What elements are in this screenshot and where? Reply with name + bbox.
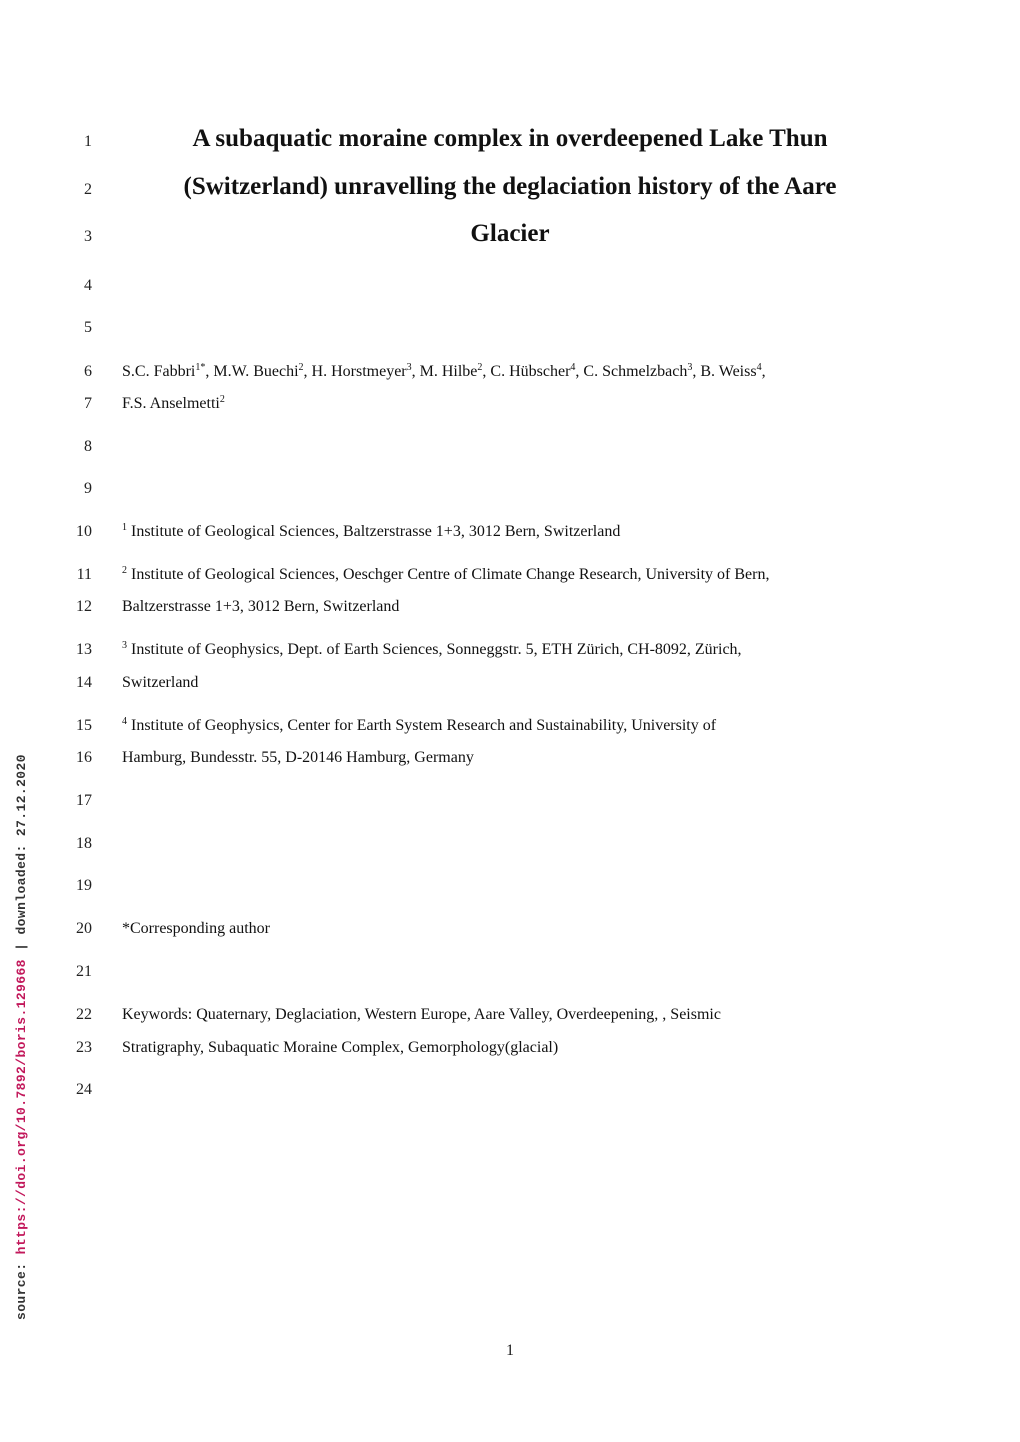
author-separator: ,: [761, 363, 766, 380]
line-number: 23: [76, 1039, 92, 1056]
author-affiliation-marker: 2: [298, 362, 304, 373]
line-number: 4: [84, 277, 92, 294]
author-name: H. Horstmeyer: [311, 363, 407, 380]
affiliation-marker: 2: [122, 565, 127, 576]
author-affiliation-marker: 3: [687, 362, 693, 373]
affiliation-text: Institute of Geophysics, Center for Earth System Research and Sustainability, University of: [131, 717, 717, 734]
paper-title-line-1: A subaquatic moraine complex in overdeepened Lake Thun: [192, 125, 828, 152]
author-affiliation-marker: 2: [219, 394, 225, 405]
author-name: S.C. Fabbri: [122, 363, 196, 380]
author-name: C. Schmelzbach: [583, 363, 688, 380]
author-separator: ,: [205, 363, 214, 380]
author-separator: ,: [575, 363, 584, 380]
author-affiliation-marker: 4: [756, 362, 762, 373]
line-number: 16: [76, 749, 92, 766]
affiliation-marker: 4: [122, 716, 127, 727]
author-name: F.S. Anselmetti: [122, 395, 220, 412]
source-watermark: [14, 754, 29, 1320]
author-separator: ,: [411, 363, 420, 380]
line-number: 14: [76, 674, 92, 691]
keywords-continued: Stratigraphy, Subaquatic Moraine Complex, Gemorphology(glacial): [122, 1039, 559, 1056]
affiliation-1: [122, 523, 620, 541]
doi-link[interactable]: https://doi.org/10.7892/boris.129668: [14, 959, 29, 1255]
affiliation-marker: 3: [122, 640, 127, 651]
author-list: [122, 363, 766, 381]
line-number: 18: [76, 835, 92, 852]
line-number: 9: [84, 480, 92, 497]
line-number: 11: [76, 566, 92, 583]
line-number: 2: [84, 181, 92, 198]
line-number: 15: [76, 717, 92, 734]
keywords: Keywords: Quaternary, Deglaciation, Western Europe, Aare Valley, Overdeepening, , Seismic: [122, 1006, 721, 1023]
affiliation-4: [122, 717, 716, 735]
line-number: 20: [76, 920, 92, 937]
download-date: | downloaded: 27.12.2020: [14, 754, 29, 960]
author-name: C. Hübscher: [490, 363, 571, 380]
author-separator: ,: [692, 363, 701, 380]
line-number: 7: [84, 395, 92, 412]
affiliation-text: Institute of Geological Sciences, Oeschger Centre of Climate Change Research, University of Bern,: [131, 566, 770, 583]
corresponding-author-note: *Corresponding author: [122, 920, 270, 937]
line-number: 19: [76, 877, 92, 894]
source-label: source:: [14, 1254, 29, 1320]
line-number: 3: [84, 228, 92, 245]
author-affiliation-marker: 1*: [195, 362, 206, 373]
author-name: M.W. Buechi: [213, 363, 299, 380]
author-name: M. Hilbe: [419, 363, 478, 380]
line-number: 5: [84, 319, 92, 336]
line-number: 10: [76, 523, 92, 540]
line-number: 1: [84, 133, 92, 150]
paper-title-line-2: (Switzerland) unravelling the deglaciation history of the Aare: [183, 173, 837, 200]
affiliation-2-continued: Baltzerstrasse 1+3, 3012 Bern, Switzerland: [122, 598, 400, 615]
author-name: B. Weiss: [700, 363, 757, 380]
author-separator: ,: [303, 363, 312, 380]
author-affiliation-marker: 3: [406, 362, 412, 373]
author-list-continued: [122, 395, 225, 413]
affiliation-3-continued: Switzerland: [122, 674, 199, 691]
affiliation-3: [122, 641, 742, 659]
line-number: 21: [76, 963, 92, 980]
line-number: 12: [76, 598, 92, 615]
affiliation-2: [122, 566, 769, 584]
author-separator: ,: [482, 363, 491, 380]
line-number: 22: [76, 1006, 92, 1023]
author-affiliation-marker: 4: [570, 362, 576, 373]
line-number: 13: [76, 641, 92, 658]
affiliation-text: Institute of Geological Sciences, Baltzerstrasse 1+3, 3012 Bern, Switzerland: [131, 523, 621, 540]
line-number: 17: [76, 792, 92, 809]
line-number: 8: [84, 438, 92, 455]
line-number: 24: [76, 1081, 92, 1098]
line-number: 6: [84, 363, 92, 380]
page-number: 1: [506, 1342, 514, 1359]
paper-title-line-3: Glacier: [470, 220, 550, 247]
affiliation-text: Institute of Geophysics, Dept. of Earth Sciences, Sonneggstr. 5, ETH Zürich, CH-8092, Zürich,: [131, 641, 742, 658]
author-affiliation-marker: 2: [477, 362, 483, 373]
affiliation-4-continued: Hamburg, Bundesstr. 55, D-20146 Hamburg, Germany: [122, 749, 474, 766]
affiliation-marker: 1: [122, 522, 127, 533]
